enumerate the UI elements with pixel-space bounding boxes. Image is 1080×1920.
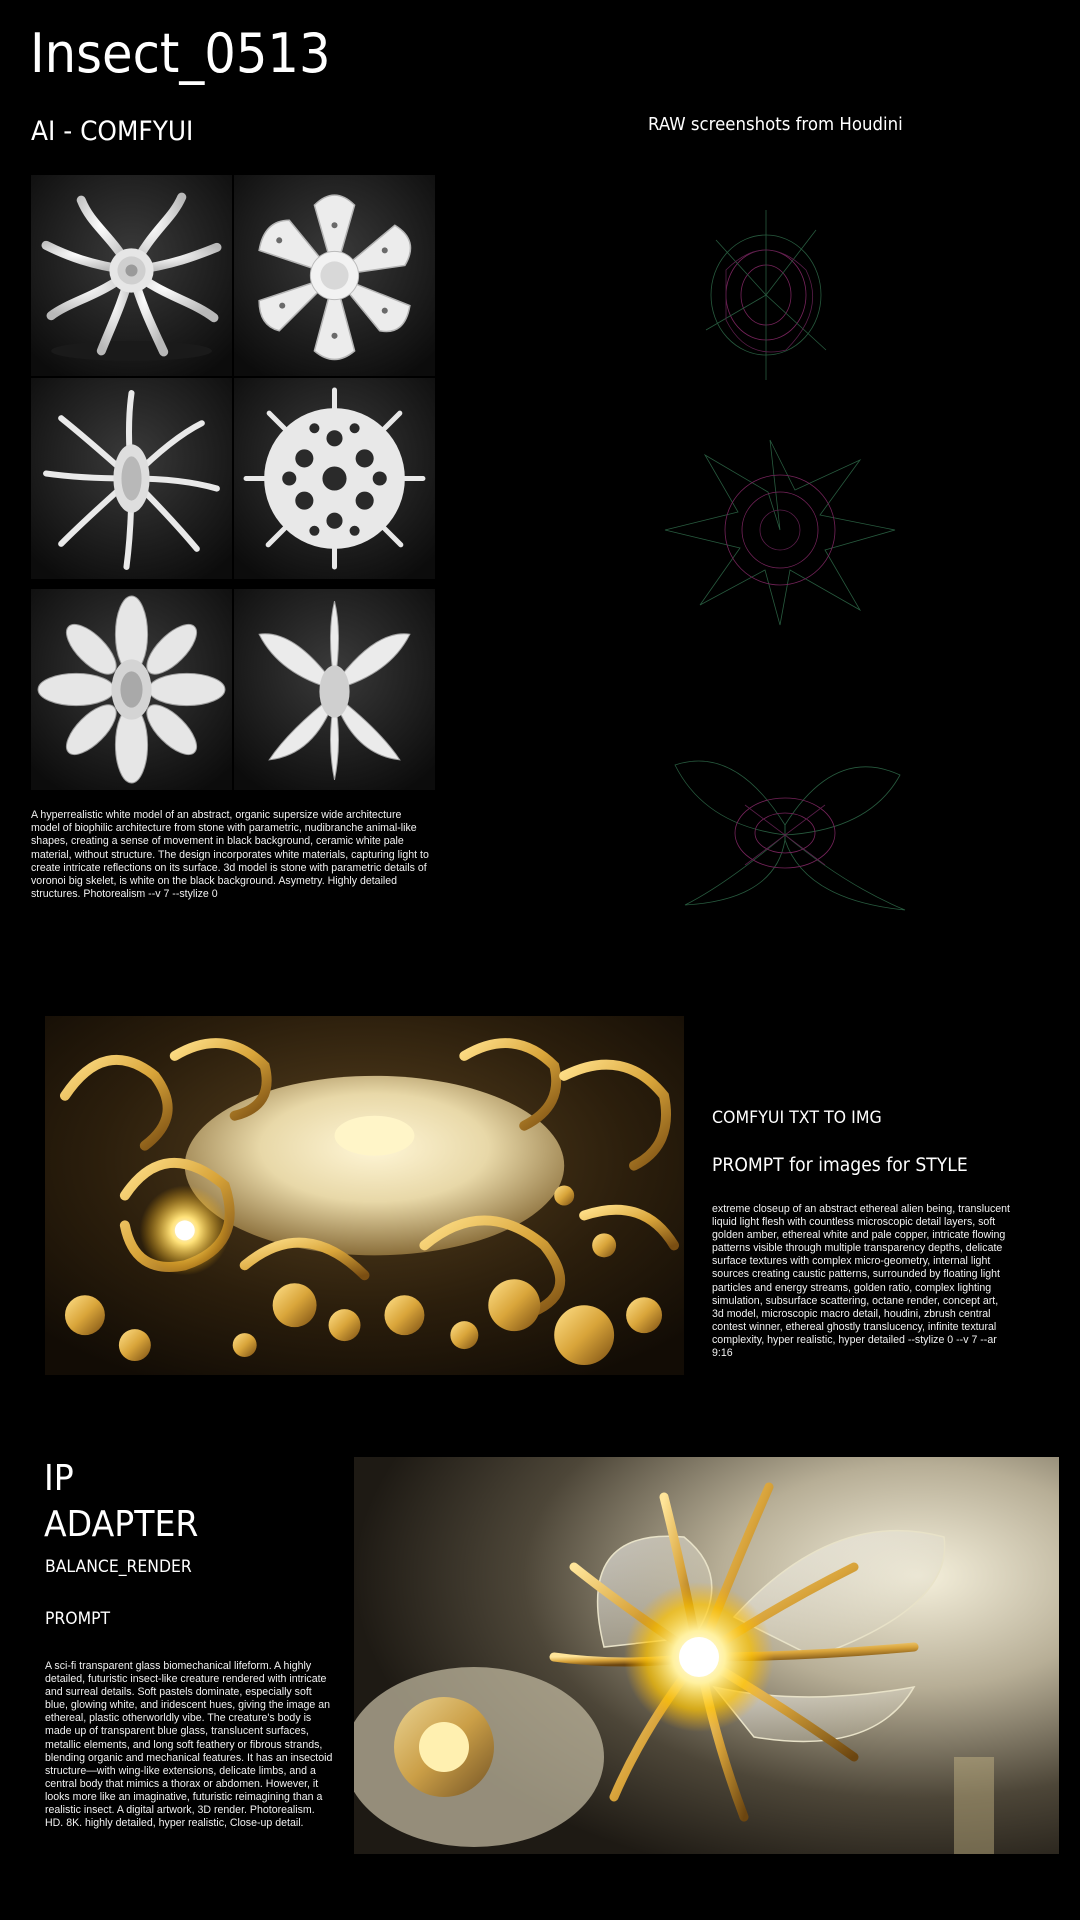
sculpture-image [31,589,232,790]
gallery-tile-3 [31,378,232,579]
ip-adapter-title-line1: IP [44,1458,74,1499]
sculpture-image [234,378,435,579]
gallery-tile-6 [234,589,435,790]
houdini-shot-2 [660,430,900,630]
gallery-tile-1 [31,175,232,376]
ip-adapter-render-image [354,1457,1059,1854]
gallery-tile-2 [234,175,435,376]
houdini-shot-1 [686,200,846,390]
section-subtitle: AI - COMFYUI [31,116,194,147]
style-prompt: extreme closeup of an abstract ethereal alien being, translucent liquid light flesh with countless microscopic detail layers, soft golden amber, ethereal white and pale copper, intricate flowing patterns visible through multiple transparency depths, delicate surface textures with complex micro-geometry, internal light sources creating caustic patterns, surrounded by floating light particles and energy streams, golden ratio, complex lighting simulation, subsurface scattering, octane render, concept art, 3d model, microscopic macro detail, houdini, zbrush central contest winner, ethereal ghostly translucency, infinite textural complexity, hyper realistic, hyper detailed --stylize 0 --v 7 --ar 9:16 [712,1203,1010,1360]
gallery-tile-4 [234,378,435,579]
sculpture-image [234,589,435,790]
ip-adapter-title-line2: ADAPTER [44,1504,199,1545]
style-heading: COMFYUI TXT TO IMG [712,1108,882,1128]
ip-adapter-prompt-label: PROMPT [45,1609,111,1629]
ip-adapter-title [44,1456,198,1548]
houdini-caption: RAW screenshots from Houdini [648,114,903,135]
ip-adapter-prompt: A sci-fi transparent glass biomechanical lifeform. A highly detailed, futuristic insect-like creature rendered with intricate and surreal details. Soft pastels dominate, especially soft blue, glowing white, and iridescent hues, giving the image an ethereal, plastic otherworldly vibe. The creature's body is made up of transparent blue glass, translucent surfaces, metallic elements, and long soft feathery or fibrous strands, blending organic and mechanical features. It has an insectoid structure—with wing-like extensions, delicate limbs, and a central body that mimics a thorax or abdomen. However, it looks more like an imaginative, futuristic reimagining than a realistic insect. A digital artwork, 3D render. Photorealism. HD. 8K. highly detailed, hyper realistic, Close-up detail. [45,1660,333,1830]
gallery-tile-5 [31,589,232,790]
gallery-prompt: A hyperrealistic white model of an abstract, organic supersize wide architecture model of biophilic architecture from stone with parametric, nudibranche animal-like shapes, creating a sense of movement in black background, ceramic white pale material, without structure. The design incorporates white materials, capturing light to create intricate reflections on its surface. 3d model is stone with parametric details of voronoi big skelet, is white on the black background. Asymetry. Highly detailed structures. Photorealism --v 7 --stylize 0 [31,809,429,901]
wireframe-image [660,430,900,630]
sculpture-image [31,175,232,376]
style-subheading: PROMPT for images for STYLE [712,1155,968,1176]
houdini-shot-3 [655,735,915,915]
wireframe-image [655,735,915,915]
sculpture-image [234,175,435,376]
golden-render-image [45,1016,684,1375]
page-title: Insect_0513 [30,22,331,85]
ip-adapter-mode: BALANCE_RENDER [45,1557,192,1577]
wireframe-image [686,200,846,390]
sculpture-image [31,378,232,579]
